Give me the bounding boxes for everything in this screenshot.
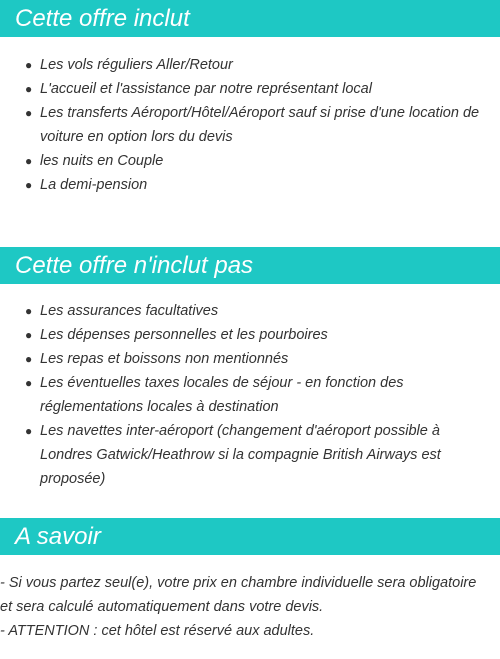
list-item-text: La demi-pension bbox=[40, 177, 148, 193]
list-item bbox=[0, 53, 500, 77]
list-item-text: Les assurances facultatives bbox=[40, 303, 219, 319]
bullet-dot-icon: ● bbox=[25, 154, 33, 168]
list-item-text: Les vols réguliers Aller/Retour bbox=[40, 57, 233, 73]
includes-list bbox=[0, 53, 500, 197]
bullet-dot-icon: ● bbox=[25, 352, 33, 366]
list-item-text: Les repas et boissons non mentionnés bbox=[40, 351, 289, 367]
list-item-text: L'accueil et l'assistance par notre représentant local bbox=[40, 81, 372, 97]
includes-section bbox=[0, 0, 500, 197]
notes-title: A savoir bbox=[0, 518, 500, 555]
bullet-dot-icon: ● bbox=[25, 328, 33, 342]
list-item bbox=[0, 419, 500, 491]
list-item bbox=[0, 371, 500, 419]
notes-line: - Si vous partez seul(e), votre prix en chambre individuelle sera obligatoire et sera calculé automatiquement dans votre devis. bbox=[0, 575, 477, 615]
bullet-dot-icon: ● bbox=[25, 106, 33, 120]
bullet-dot-icon: ● bbox=[25, 178, 33, 192]
bullet-dot-icon: ● bbox=[25, 82, 33, 96]
excludes-section bbox=[0, 247, 500, 491]
list-item-text: Les transferts Aéroport/Hôtel/Aéroport sauf si prise d'une location de voiture en option lors du devis bbox=[40, 105, 480, 145]
list-item bbox=[0, 347, 500, 371]
list-item bbox=[0, 101, 500, 149]
notes-body bbox=[0, 571, 500, 643]
list-item-text: Les dépenses personnelles et les pourboires bbox=[40, 327, 328, 343]
list-item bbox=[0, 149, 500, 173]
notes-section bbox=[0, 518, 500, 643]
list-item-text: Les éventuelles taxes locales de séjour - en fonction des réglementations locales à destination bbox=[40, 375, 404, 415]
excludes-title: Cette offre n'inclut pas bbox=[0, 247, 500, 284]
bullet-dot-icon: ● bbox=[25, 58, 33, 72]
excludes-list bbox=[0, 299, 500, 491]
list-item-text: les nuits en Couple bbox=[40, 153, 164, 169]
notes-line: - ATTENTION : cet hôtel est réservé aux adultes. bbox=[0, 623, 315, 639]
list-item bbox=[0, 323, 500, 347]
list-item bbox=[0, 173, 500, 197]
includes-title: Cette offre inclut bbox=[0, 0, 500, 37]
bullet-dot-icon: ● bbox=[25, 304, 33, 318]
bullet-dot-icon: ● bbox=[25, 424, 33, 438]
bullet-dot-icon: ● bbox=[25, 376, 33, 390]
list-item-text: Les navettes inter-aéroport (changement d'aéroport possible à Londres Gatwick/Heathrow si la compagnie British Airways est proposée) bbox=[40, 423, 441, 487]
list-item bbox=[0, 77, 500, 101]
list-item bbox=[0, 299, 500, 323]
